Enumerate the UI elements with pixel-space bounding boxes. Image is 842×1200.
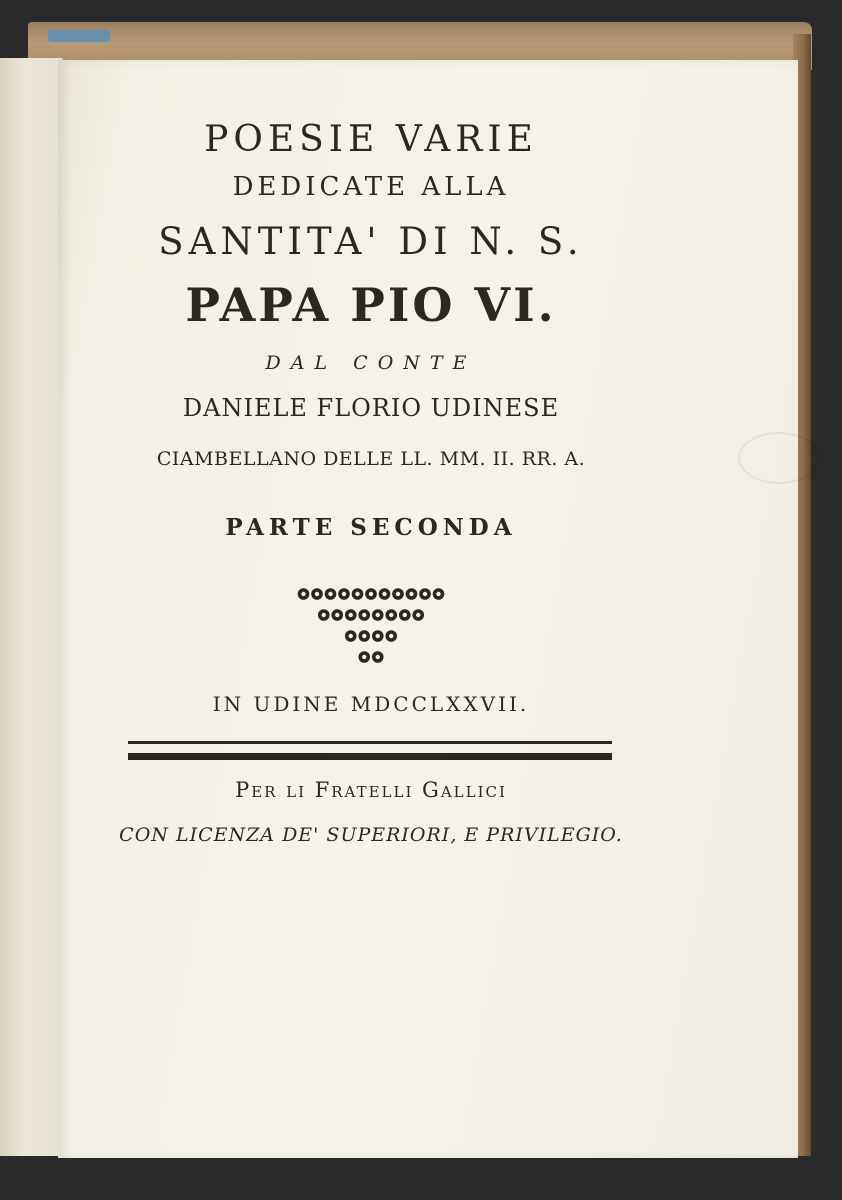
author-title: CIAMBELLANO DELLE LL. MM. II. RR. A. — [156, 448, 586, 470]
title-line-2: DEDICATE ALLA — [232, 172, 510, 202]
fleuron-glyph-center — [315, 592, 319, 596]
fleuron-glyph-center — [349, 613, 353, 617]
title-line-4: PAPA PIO VI. — [185, 278, 557, 332]
author-prefix: DAL CONTE — [265, 352, 477, 374]
fleuron-glyph-center — [362, 613, 366, 617]
fleuron-glyph-center — [376, 634, 380, 638]
fleuron-glyph-center — [369, 592, 373, 596]
fleuron-glyph-center — [362, 655, 366, 659]
fleuron-glyph-center — [396, 592, 400, 596]
printer-line: Per li Fratelli Gallici — [235, 778, 507, 802]
fleuron-glyph-center — [389, 613, 393, 617]
imprint-place-date: IN UDINE MDCCLXXVII. — [212, 692, 530, 716]
fleuron-glyph-center — [335, 613, 339, 617]
fleuron-glyph-center — [376, 655, 380, 659]
fleuron-glyph-center — [382, 592, 386, 596]
fleuron-glyph-center — [362, 634, 366, 638]
divider-rule-thick — [128, 753, 612, 760]
fleuron-glyph-center — [355, 592, 359, 596]
fleuron-glyph-center — [328, 592, 332, 596]
fleuron-glyph-center — [416, 613, 420, 617]
fleuron-glyph-center — [409, 592, 413, 596]
fleuron-glyph-center — [349, 634, 353, 638]
title-line-3: SANTITA' DI N. S. — [158, 220, 584, 263]
fleuron-glyph-center — [342, 592, 346, 596]
author-name: DANIELE FLORIO UDINESE — [182, 394, 560, 422]
fleuron-glyph-center — [322, 613, 326, 617]
volume-part: PARTE SECONDA — [225, 514, 517, 541]
fleuron-glyph-center — [389, 634, 393, 638]
divider-rule-thin — [128, 741, 612, 744]
fleuron-glyph-center — [436, 592, 440, 596]
fleuron-glyph-center — [301, 592, 305, 596]
fleuron-glyph-center — [423, 592, 427, 596]
title-line-1: POESIE VARIE — [204, 119, 538, 160]
fleuron-glyph-center — [403, 613, 407, 617]
fleuron-glyph-center — [376, 613, 380, 617]
license-line: CON LICENZA DE' SUPERIORI, E PRIVILEGIO. — [119, 824, 623, 846]
